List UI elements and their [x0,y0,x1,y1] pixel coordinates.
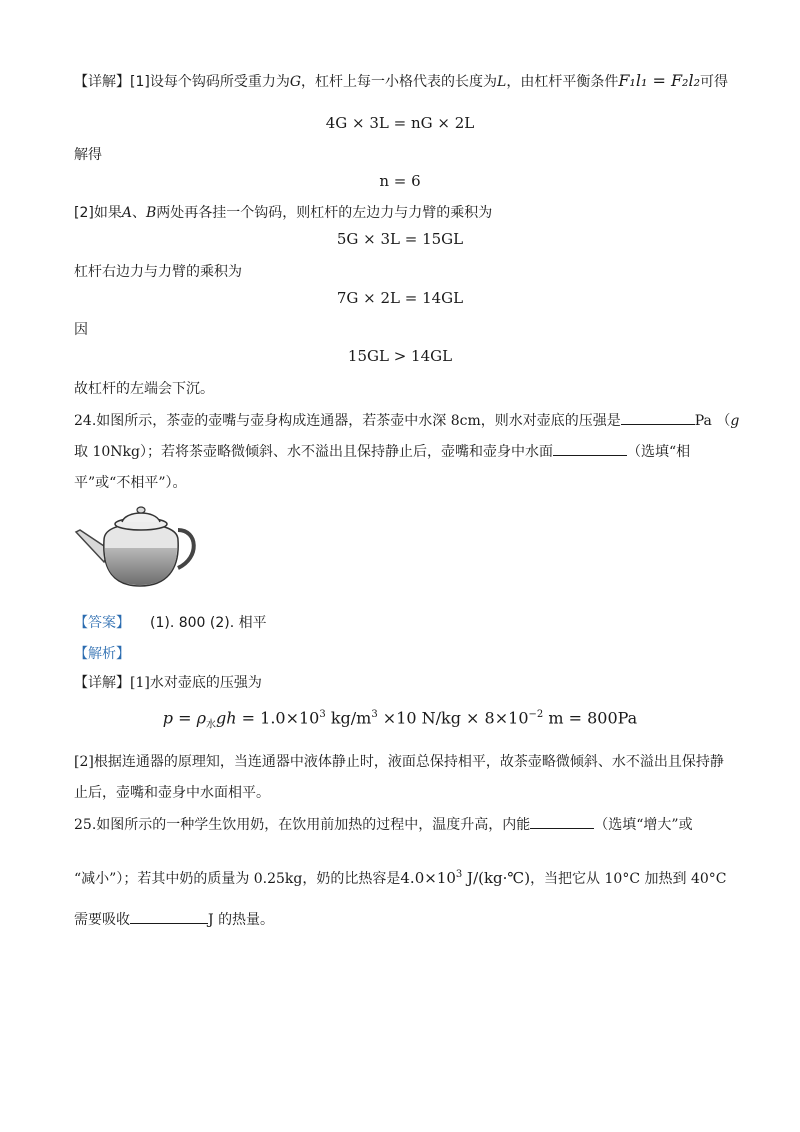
equation-6: $p = \rho_水gh = 1.0\times 10^3$ $kg/m^3 \times 10$ $N/kg \times 8\times 10^{-2}$ m = 800Pa [162,708,638,731]
q24-line-3: 平”或“不相平”）。 [74,475,187,491]
conclusion-text: 故杠杆的左端会下沉。 [74,381,214,397]
equation-5: 15GL > 14GL [347,347,453,365]
part2-paragraph: [2]如果A、B两处再各挂一个钩码，则杠杆的左边力与力臂的乘积为 [74,205,493,221]
q25-blank-2[interactable] [130,908,208,924]
q25-line-2: “减小”）；若其中奶的质量为 0.25kg，奶的比热容是$4.0\times 10^3$ J/(kg·℃)，当把它从 10°C 加热到 40°C [74,869,727,887]
detail-tag: 【详解】 [74,74,130,90]
q25-blank-1[interactable] [530,813,594,829]
q24-blank-1[interactable] [621,409,695,425]
q24-blank-2[interactable] [553,440,627,456]
analysis-tag: 【解析】 [74,646,130,662]
q25-line-1: 25.如图所示的一种学生饮用奶，在饮用前加热的过程中，温度升高，内能 （选填“增大”或 [74,813,693,836]
teapot-figure [74,500,202,590]
equation-1: 4G × 3L = nG × 2L [325,114,475,132]
detail-paragraph-2: 【详解】[1]水对壶底的压强为 [74,675,262,691]
because-label: 因 [74,322,88,338]
balance-condition: F₁l₁ = F₂l₂ [618,71,700,90]
detail-2b-line-2: 止后，壶嘴和壶身中水面相平。 [74,785,270,801]
detail-paragraph-1: 【详解】[1]设每个钩码所受重力为G，杠杆上每一小格代表的长度为L，由杠杆平衡条件F₁l₁ = F₂l₂可得 [74,71,728,90]
equation-2: n = 6 [379,172,421,190]
equation-3: 5G × 3L = 15GL [336,230,464,248]
answer-text: (1). 800 (2). 相平 [150,615,267,631]
q24-line-2: 取 10Nkg）；若将茶壶略微倾斜、水不溢出且保持静止后，壶嘴和壶身中水面 （选填“相 [74,440,690,463]
specific-heat-value: $4.0\times 10^3$ J/(kg·℃) [400,869,531,887]
q24-line-1: 24.如图所示，茶壶的壶嘴与壶身构成连通器，若茶壶中水深 8cm，则水对壶底的压强是 Pa （g [74,409,739,432]
answer-tag: 【答案】 [74,615,130,631]
q25-line-3: 需要吸收 J 的热量。 [74,908,274,931]
answer-line [74,612,267,634]
equation-4: 7G × 2L = 14GL [336,289,464,307]
solve-label: 解得 [74,147,102,163]
right-side-label: 杠杆右边力与力臂的乘积为 [74,264,242,280]
detail-2b-line-1: [2]根据连通器的原理知，当连通器中液体静止时，液面总保持相平，故茶壶略微倾斜、水不溢出且保持静 [74,754,724,770]
